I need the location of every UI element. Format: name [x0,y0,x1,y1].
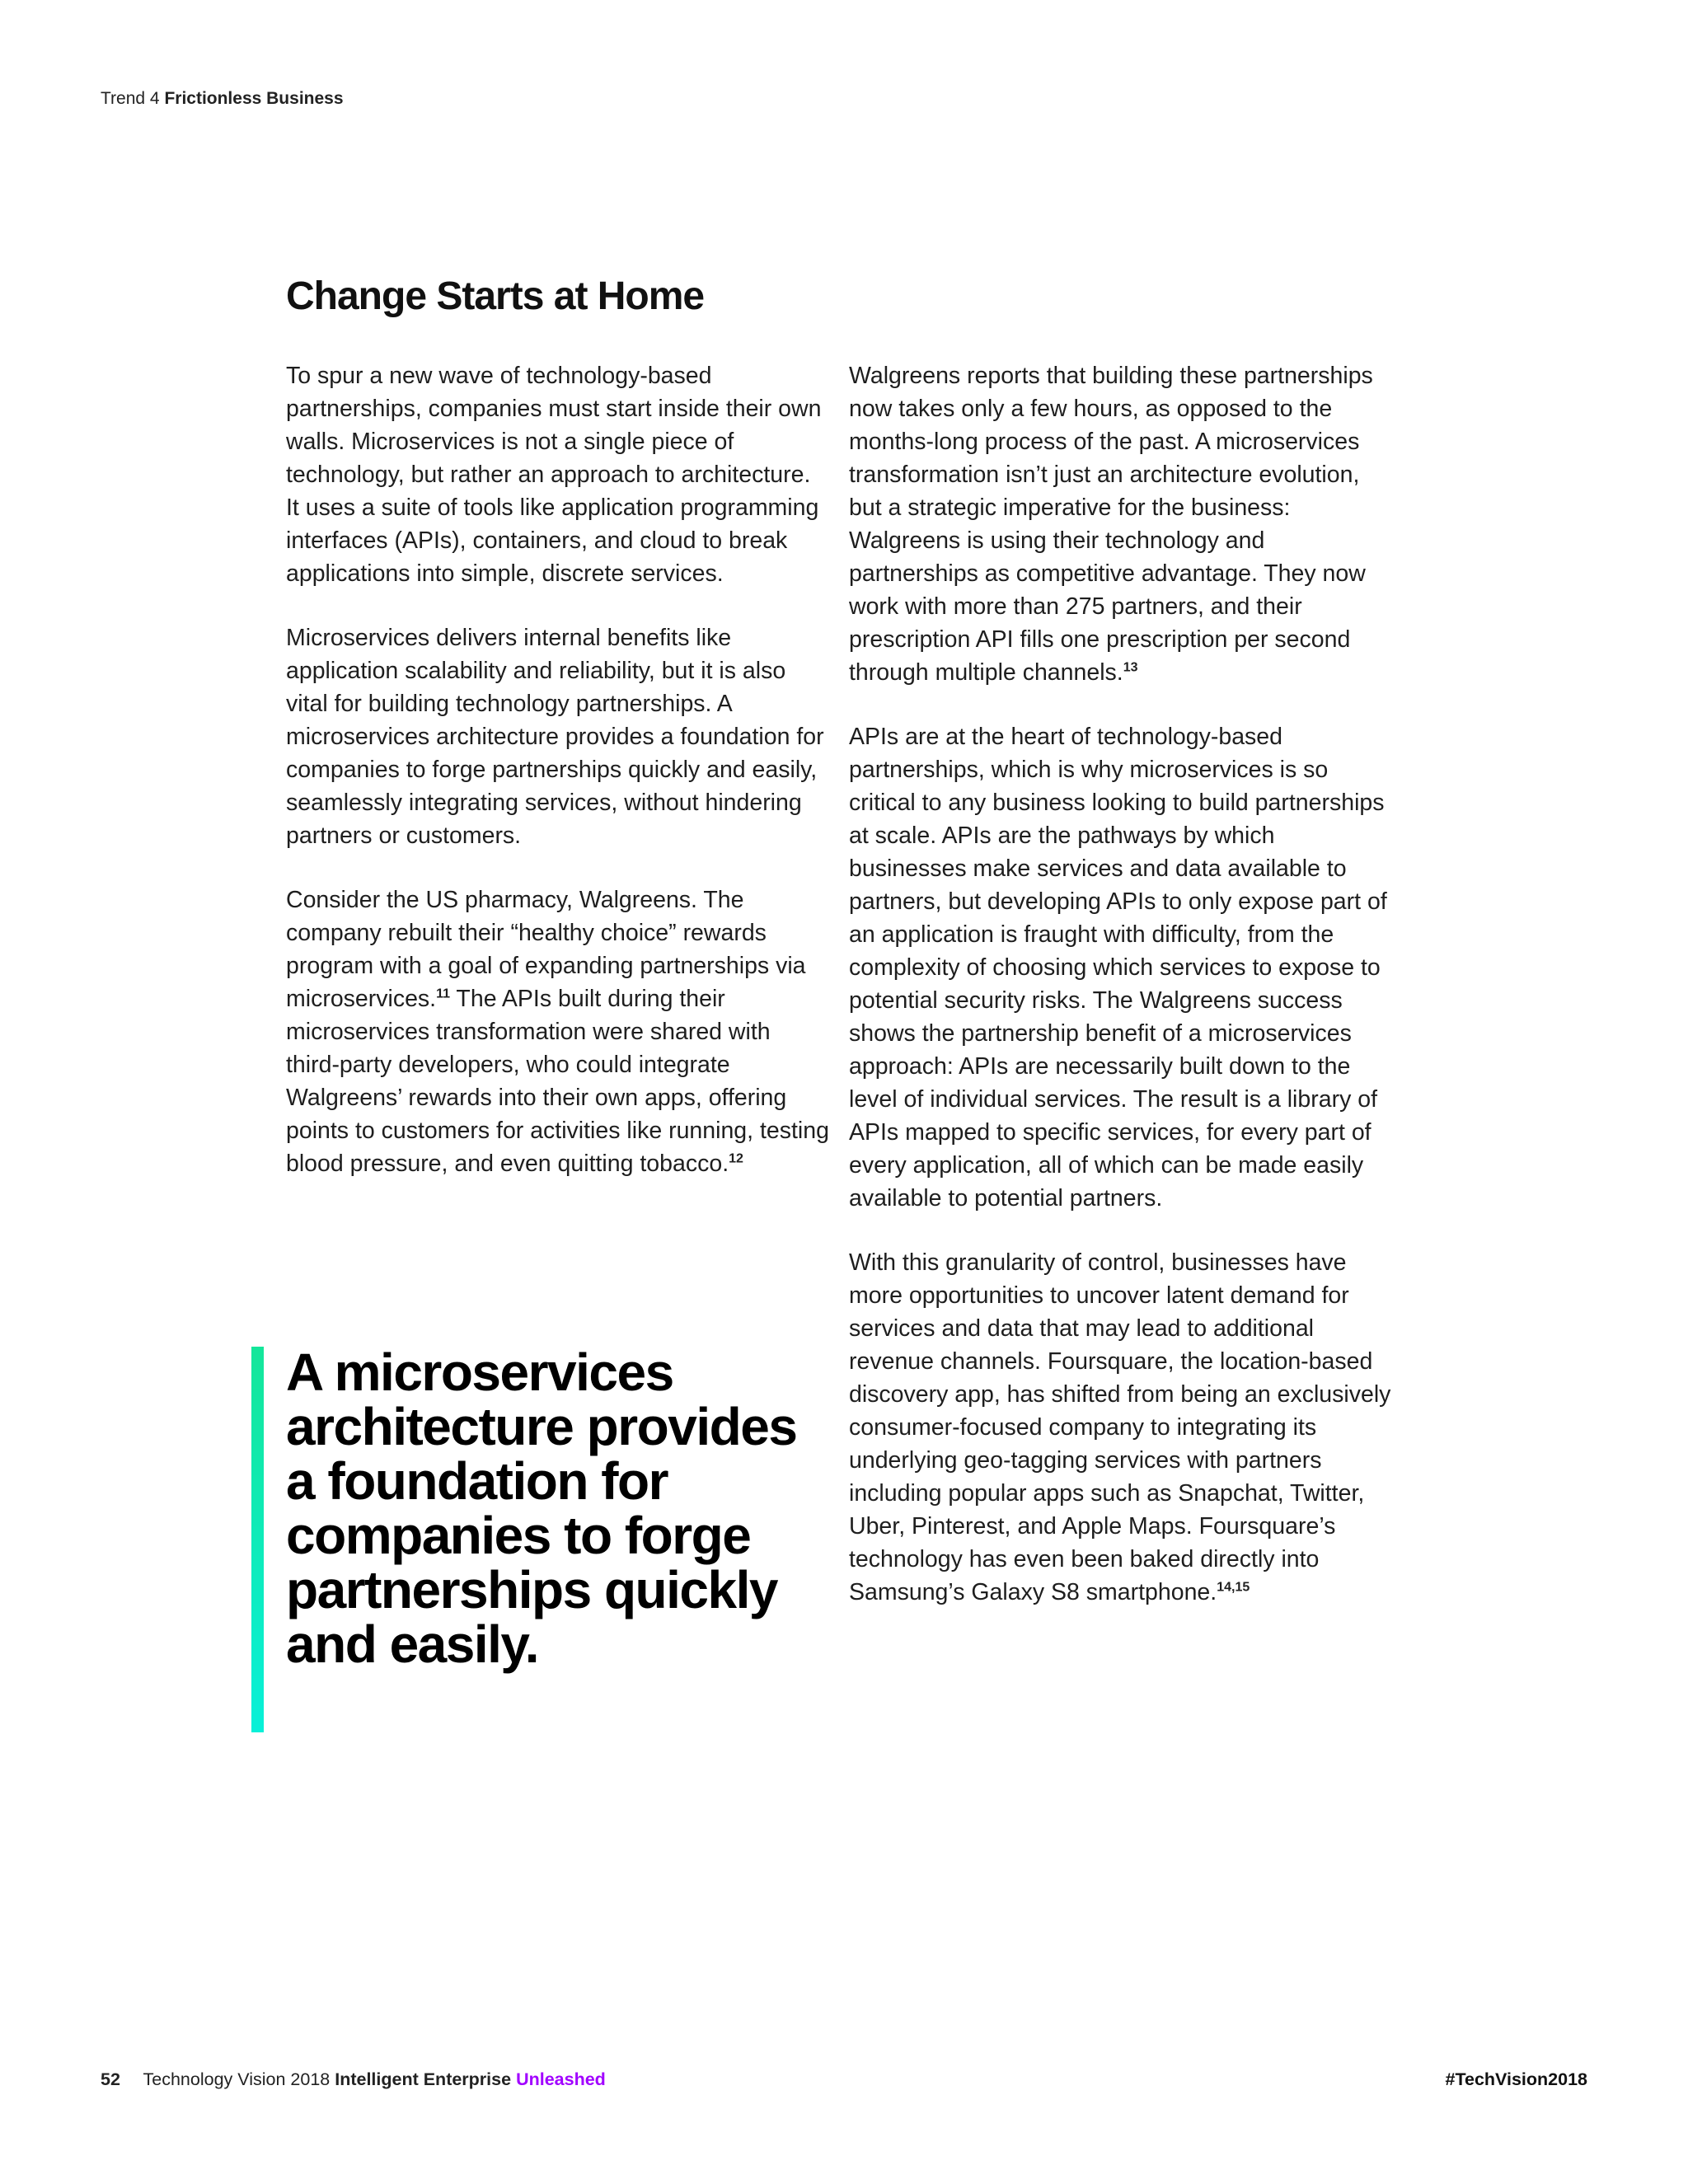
footnote-ref-14-15: 14,15 [1217,1580,1250,1595]
publication-title-accent: Unleashed [516,2069,606,2089]
publication-name: Technology Vision 2018 [143,2069,331,2089]
left-paragraph-3-part-a: Consider the US pharmacy, Walgreens. The company rebuilt their “healthy choice” rewards program with a goal of expanding partnerships via microservices. [286,887,806,1012]
right-column [849,359,1393,1640]
right-paragraph-3 [849,1246,1393,1609]
left-paragraph-3-part-b: The APIs built during their microservices transformation were shared with third-party developers, who could integrate Walgreens’ rewards into their own apps, offering points to customers for activities like running, testing blood pressure, and even quitting tobacco. [286,986,829,1177]
trend-label: Trend 4 [101,89,160,108]
left-paragraph-2: Microservices delivers internal benefits like application scalability and reliability, but it is also vital for building technology partnerships. A microservices architecture provides a foundation for companies to forge partnerships quickly and easily, seamlessly integrating services, without hindering partners or customers. [286,625,824,849]
publication-title: Intelligent Enterprise [335,2069,512,2089]
right-paragraph-1 [849,359,1393,689]
section-title: Change Starts at Home [286,274,705,318]
pull-quote-text: A microservices architecture provides a foundation for companies to forge partnerships quickly and easily. [286,1343,797,1674]
right-paragraph-3-text: With this granularity of control, businesses have more opportunities to uncover latent demand for services and data that may lead to additional revenue channels. Foursquare, the location-based discovery app, has shifted from being an exclusively consumer-focused company to integrating its underlying geo-tagging services with partners including popular apps such as Snapchat, Twitter, Uber, Pinterest, and Apple Maps. Foursquare’s technology has even been baked directly into Samsung’s Galaxy S8 smartphone. [849,1249,1391,1605]
footnote-ref-11: 11 [436,987,451,1001]
trend-name: Frictionless Business [164,89,344,108]
left-paragraph-1: To spur a new wave of technology-based partnerships, companies must start inside their own walls. Microservices is not a single piece of technology, but rather an approach to architecture. It uses a suite of tools like application programming interfaces (APIs), containers, and cloud to break applications into simple, discrete services. [286,363,822,587]
right-paragraph-2: APIs are at the heart of technology-based partnerships, which is why microservices is so critical to any business looking to build partnerships at scale. APIs are the pathways by which businesses make services and data available to partners, but developing APIs to only expose part of an application is fraught with difficulty, from the complexity of choosing which services to expose to potential security risks. The Walgreens success shows the partnership benefit of a microservices approach: APIs are necessarily built down to the level of individual services. The result is a library of APIs mapped to specific services, for every part of every application, all of which can be made easily available to potential partners. [849,724,1387,1212]
page-header [101,89,344,109]
footer-hashtag: #TechVision2018 [1445,2069,1587,2089]
page-footer [101,2069,606,2090]
left-column [286,359,830,1212]
left-paragraph-3 [286,883,830,1180]
right-paragraph-1-text: Walgreens reports that building these partnerships now takes only a few hours, as opposed to the months-long process of the past. A microservices transformation isn’t just an architecture evolution, but a strategic imperative for the business: Walgreens is using their technology and partnerships as competitive advantage. They now work with more than 275 partners, and their prescription API fills one prescription per second through multiple channels. [849,363,1373,686]
footnote-ref-13: 13 [1123,660,1138,675]
footnote-ref-12: 12 [729,1151,743,1166]
pull-quote [251,1345,812,1731]
page-number: 52 [101,2069,120,2089]
pull-quote-accent-bar [251,1347,264,1732]
